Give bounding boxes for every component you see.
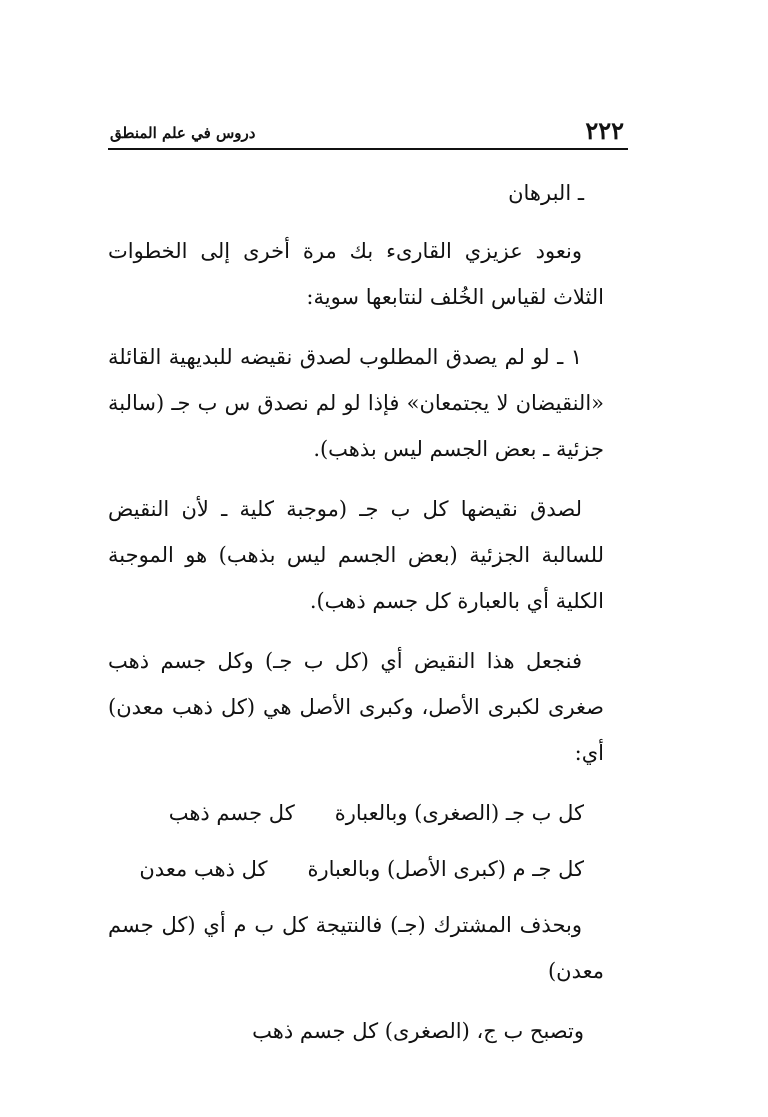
page-number: ٢٢٢	[585, 116, 624, 145]
paragraph-minor-premise: فنجعل هذا النقيض أي (كل ب جـ) وكل جسم ذهب صغرى لكبرى الأصل، وكبرى الأصل هي (كل ذهب معدن) أي:	[108, 649, 604, 765]
premise-symbolic: كل ب جـ (الصغرى) وبالعبارة	[334, 801, 584, 825]
header-rule	[108, 148, 628, 150]
premise-line-major	[108, 846, 604, 892]
section-title: ـ البرهان	[508, 181, 584, 205]
premise-verbal: كل جسم ذهب	[168, 801, 295, 825]
running-title: دروس في علم المنطق	[110, 124, 256, 142]
page-header	[108, 116, 628, 150]
result-line: وتصبح ب ج، (الصغرى) كل جسم ذهب	[252, 1019, 584, 1043]
page-body	[108, 170, 604, 1054]
paragraph-contradictory: لصدق نقيضها كل ب جـ (موجبة كلية ـ لأن النقيض للسالبة الجزئية (بعض الجسم ليس بذهب) هو الموجبة الكلية أي بالعبارة كل جسم ذهب).	[108, 497, 604, 613]
premise-line-minor	[108, 790, 604, 836]
premise-verbal: كل ذهب معدن	[139, 857, 268, 881]
premise-symbolic: كل جـ م (كبرى الأصل) وبالعبارة	[307, 857, 584, 881]
paragraph-intro: ونعود عزيزي القارىء بك مرة أخرى إلى الخطوات الثلاث لقياس الخُلف لنتابعها سوية:	[108, 239, 604, 309]
paragraph-conclusion: وبحذف المشترك (جـ) فالنتيجة كل ب م أي (كل جسم معدن)	[108, 913, 604, 983]
paragraph-step-one: ١ ـ لو لم يصدق المطلوب لصدق نقيضه للبديهية القائلة «النقيضان لا يجتمعان» فإذا لو لم نصدق س ب جـ (سالبة جزئية ـ بعض الجسم ليس بذهب).	[108, 345, 604, 461]
